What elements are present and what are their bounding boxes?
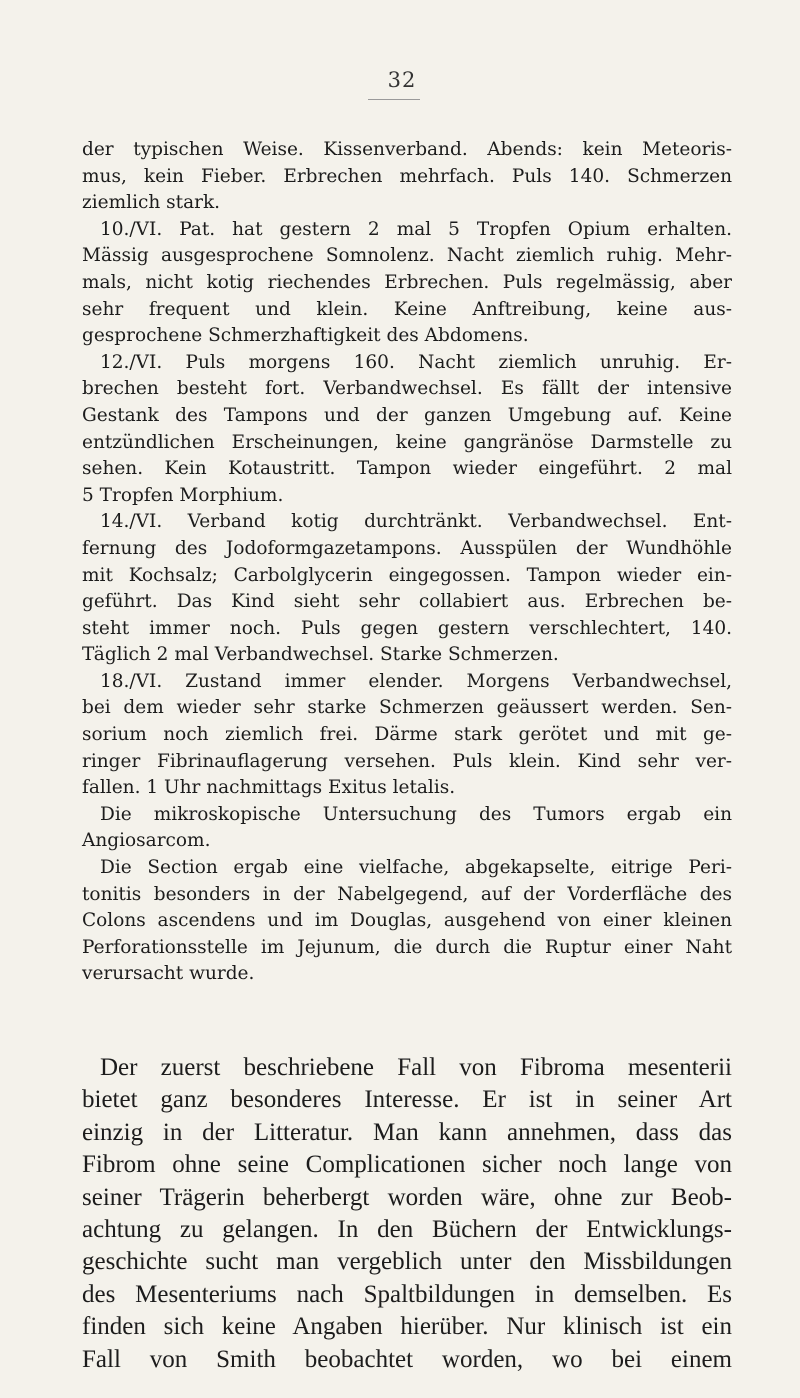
text-line: Perforationsstelle im Jejunum, die durch die Ruptur einer Naht <box>82 936 732 958</box>
text-line: sehen. Kein Kotaustritt. Tampon wieder eingeführt. 2 mal <box>82 458 732 480</box>
text-line: Gestank des Tampons und der ganzen Umgebung auf. Keine <box>82 404 732 426</box>
text-line: seiner Trägerin beherbergt worden wäre, ohne zur Beob- <box>82 1183 732 1211</box>
page-number: 32 <box>387 68 417 92</box>
text-line: finden sich keine Angaben hierüber. Nur klinisch ist ein <box>82 1313 732 1341</box>
text-line: Die Section ergab eine vielfache, abgekapselte, eitrige Peri- <box>100 857 732 879</box>
text-line: mit Kochsalz; Carbolglycerin eingegossen. Tampon wieder ein- <box>82 564 732 586</box>
text-line: sehr frequent und klein. Keine Anftreibung, keine aus- <box>82 298 732 320</box>
text-line: steht immer noch. Puls gegen gestern verschlechtert, 140. <box>82 617 732 639</box>
text-line: ringer Fibrinauflagerung versehen. Puls klein. Kind sehr ver- <box>82 750 732 772</box>
case-report-text <box>82 137 732 988</box>
text-line: 14./VI. Verband kotig durchtränkt. Verbandwechsel. Ent- <box>100 511 732 533</box>
text-line: gesprochene Schmerzhaftigkeit des Abdomens. <box>82 325 529 347</box>
text-line: 12./VI. Puls morgens 160. Nacht ziemlich unruhig. Er- <box>100 351 732 373</box>
discussion-text <box>82 1052 732 1376</box>
text-line: einzig in der Litteratur. Man kann annehmen, dass das <box>82 1118 732 1146</box>
text-line: fallen. 1 Uhr nachmittags Exitus letalis. <box>82 777 456 799</box>
text-line: entzündlichen Erscheinungen, keine gangränöse Darmstelle zu <box>82 431 732 453</box>
text-line: mals, nicht kotig riechendes Erbrechen. Puls regelmässig, aber <box>82 271 732 293</box>
text-line: geführt. Das Kind sieht sehr collabiert aus. Erbrechen be- <box>82 591 732 613</box>
text-line: fernung des Jodoformgazetampons. Ausspülen der Wundhöhle <box>82 537 732 559</box>
page-number-rule <box>368 99 420 100</box>
text-line: tonitis besonders in der Nabelgegend, auf der Vorderfläche des <box>82 883 732 905</box>
text-line: Täglich 2 mal Verbandwechsel. Starke Schmerzen. <box>82 644 559 666</box>
text-line: Fibrom ohne seine Complicationen sicher noch lange von <box>82 1151 732 1179</box>
text-line: Die mikroskopische Untersuchung des Tumors ergab ein <box>100 803 732 825</box>
text-line: Der zuerst beschriebene Fall von Fibroma mesenterii <box>100 1054 732 1081</box>
text-line: Angiosarcom. <box>82 830 211 852</box>
text-line: geschichte sucht man vergeblich unter den Missbildungen <box>82 1248 732 1276</box>
text-line: ziemlich stark. <box>82 192 221 214</box>
text-line: des Mesenteriums nach Spaltbildungen in demselben. Es <box>82 1280 732 1308</box>
text-line: der typischen Weise. Kissenverband. Abends: kein Meteoris- <box>82 139 732 160</box>
text-line: mus, kein Fieber. Erbrechen mehrfach. Puls 140. Schmerzen <box>82 165 732 187</box>
text-line: brechen besteht fort. Verbandwechsel. Es fällt der intensive <box>82 378 732 400</box>
text-line: Fall von Smith beobachtet worden, wo bei einem <box>82 1345 732 1373</box>
text-line: bei dem wieder sehr starke Schmerzen geäussert werden. Sen- <box>82 697 732 719</box>
text-line: sorium noch ziemlich frei. Därme stark gerötet und mit ge- <box>82 724 732 746</box>
text-line: 5 Tropfen Morphium. <box>82 484 284 506</box>
text-line: verursacht wurde. <box>82 963 255 985</box>
text-line: bietet ganz besonderes Interesse. Er ist in seiner Art <box>82 1086 732 1114</box>
text-line: Colons ascendens und im Douglas, ausgehend von einer kleinen <box>82 910 732 932</box>
text-line: Mässig ausgesprochene Somnolenz. Nacht ziemlich ruhig. Mehr- <box>82 245 732 267</box>
text-line: achtung zu gelangen. In den Büchern der Entwicklungs- <box>82 1215 732 1243</box>
text-line: 10./VI. Pat. hat gestern 2 mal 5 Tropfen Opium erhalten. <box>100 218 732 240</box>
text-line: 18./VI. Zustand immer elender. Morgens Verbandwechsel, <box>100 670 732 692</box>
